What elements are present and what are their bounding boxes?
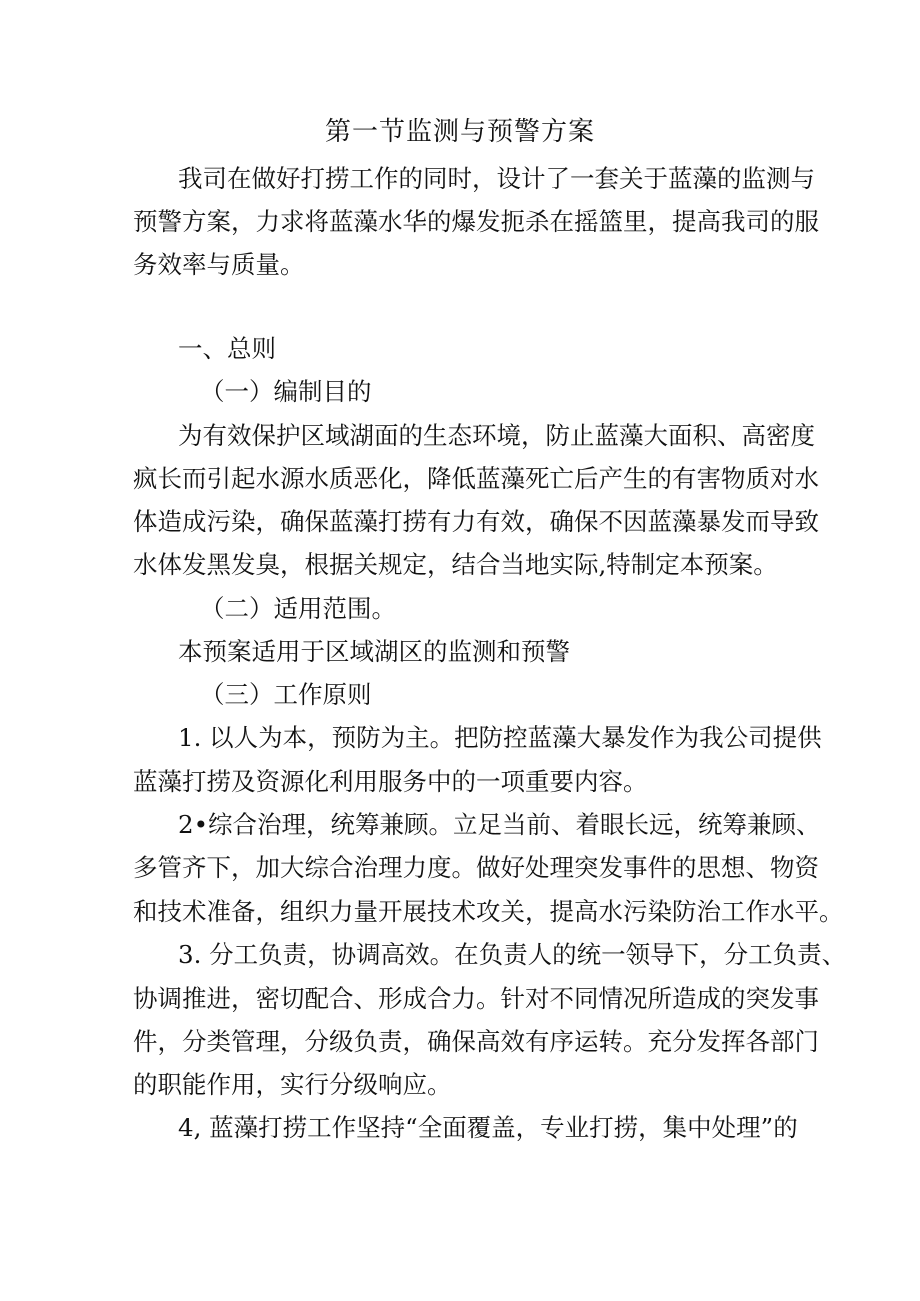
paragraph-line: 协调推进，密切配合、形成合力。针对不同情况所造成的突发事 (133, 984, 819, 1013)
paragraph-line: 的职能作用，实行分级响应。 (133, 1070, 452, 1099)
paragraph-line: 水体发黑发臭，根据关规定，结合当地实际,特制定本预案。 (133, 550, 778, 579)
paragraph-line: 蓝藻打捞及资源化利用服务中的一项重要内容。 (133, 767, 648, 796)
paragraph-line: 疯长而引起水源水质恶化，降低蓝藻死亡后产生的有害物质对水 (133, 464, 819, 493)
subsection-heading: （三）工作原则 (200, 680, 372, 709)
paragraph-line: 3. 分工负责，协调高效。在负责人的统一领导下，分工负责、 (178, 940, 847, 969)
section-heading: 一、总则 (178, 334, 276, 363)
paragraph-line: 件，分类管理，分级负责，确保高效有序运转。充分发挥各部门 (133, 1027, 819, 1056)
paragraph-line: 多管齐下，加大综合治理力度。做好处理突发事件的思想、物资 (133, 853, 819, 882)
paragraph-line: 我司在做好打捞工作的同时，设计了一套关于蓝藻的监测与 (178, 164, 815, 193)
paragraph-line: 4, 蓝藻打捞工作坚持“全面覆盖，专业打捞，集中处理”的 (178, 1113, 798, 1142)
subsection-heading: （二）适用范围。 (200, 594, 396, 623)
paragraph-line: 本预案适用于区域湖区的监测和预警 (178, 637, 570, 666)
paragraph-line: 务效率与质量。 (133, 250, 305, 279)
paragraph-line: 2•综合治理，统筹兼顾。立足当前、着眼长远，统筹兼顾、 (178, 810, 821, 839)
paragraph-line: 为有效保护区域湖面的生态环境，防止蓝藻大面积、高密度 (178, 421, 815, 450)
page-title: 第一节监测与预警方案 (324, 117, 595, 147)
paragraph-line: 1. 以人为本，预防为主。把防控蓝藻大暴发作为我公司提供 (178, 723, 822, 752)
paragraph-line: 预警方案，力求将蓝藻水华的爆发扼杀在摇篮里，提高我司的服 (133, 207, 819, 236)
subsection-heading: （一）编制目的 (200, 377, 372, 406)
paragraph-line: 体造成污染，确保蓝藻打捞有力有效，确保不因蓝藻暴发而导致 (133, 507, 819, 536)
paragraph-line: 和技术准备，组织力量开展技术攻关，提高水污染防治工作水平。 (133, 897, 844, 926)
